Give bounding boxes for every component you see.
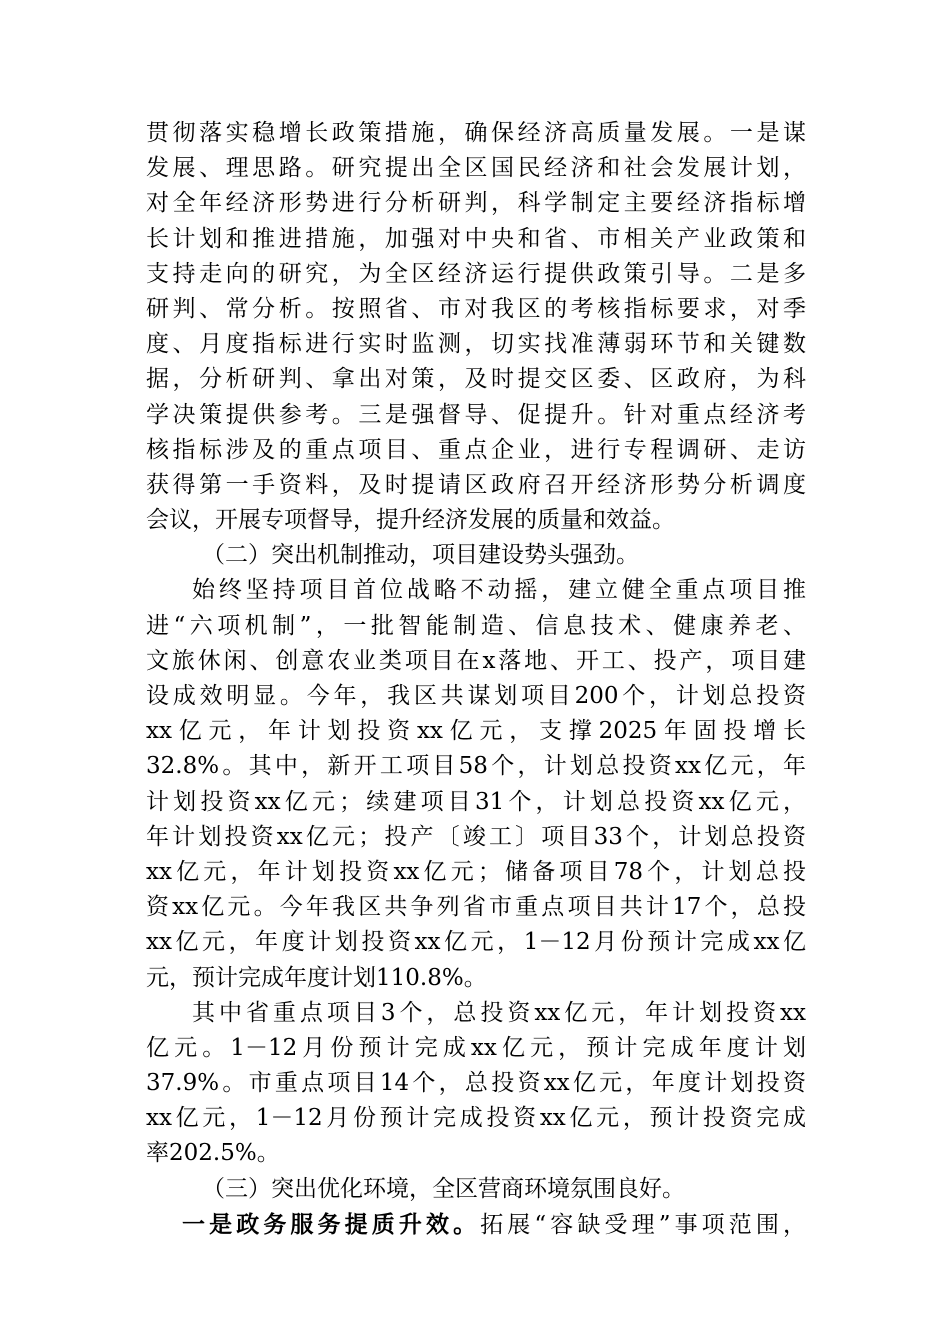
paragraph-project-construction — [146, 573, 806, 995]
text-line: 长计划和推进措施，加强对中央和省、市相关产业政策和 — [146, 225, 806, 252]
text-line: 对全年经济形势进行分析研判，科学制定主要经济指标增 — [146, 190, 806, 217]
text-line: 支持走向的研究，为全区经济运行提供政策引导。二是多 — [146, 260, 806, 287]
text-line: 37.9%。市重点项目14个，总投资xx亿元，年度计划投资 — [146, 1070, 806, 1097]
text-line: 文旅休闲、创意农业类项目在x落地、开工、投产，项目建 — [146, 647, 806, 674]
paragraph-economy-policy — [146, 116, 806, 538]
paragraph-government-services — [146, 1207, 806, 1242]
text-line: xx亿元，1－12月份预计完成投资xx亿元，预计投资完成 — [146, 1105, 806, 1132]
text-line: 始终坚持项目首位战略不动摇，建立健全重点项目推 — [192, 577, 806, 604]
text-line: 进“六项机制”，一批智能制造、信息技术、健康养老、 — [146, 612, 806, 639]
text-line: 元，预计完成年度计划110.8%。 — [146, 964, 487, 991]
lead-rest-text: 拓展“容缺受理”事项范围， — [480, 1211, 806, 1238]
text-line: 设成效明显。今年，我区共谋划项目200个，计划总投资 — [146, 683, 806, 709]
text-line: xx亿元，年度计划投资xx亿元，1－12月份预计完成xx亿 — [146, 929, 806, 956]
text-line: 度、月度指标进行实时监测，切实找准薄弱环节和关键数 — [146, 331, 806, 358]
text-line: 获得第一手资料，及时提请区政府召开经济形势分析调度 — [146, 471, 806, 498]
text-line: xx亿元，年计划投资xx亿元；储备项目78个，计划总投 — [146, 858, 806, 885]
text-line: 32.8%。其中，新开工项目58个，计划总投资xx亿元，年 — [146, 753, 806, 780]
text-line: 据，分析研判、拿出对策，及时提交区委、区政府，为科 — [146, 366, 806, 393]
document-body — [146, 116, 806, 1242]
text-line: 研判、常分析。按照省、市对我区的考核指标要求，对季 — [146, 295, 806, 322]
text-line: 发展、理思路。研究提出全区国民经济和社会发展计划， — [146, 155, 806, 182]
text-line: 核指标涉及的重点项目、重点企业，进行专程调研、走访 — [146, 436, 806, 463]
text-line: 其中省重点项目3个，总投资xx亿元，年计划投资xx — [192, 999, 806, 1026]
text-line: 贯彻落实稳增长政策措施，确保经济高质量发展。一是谋 — [146, 120, 806, 146]
text-line: xx亿元，年计划投资xx亿元，支撑2025年固投增长 — [146, 718, 806, 745]
text-line: 率202.5%。 — [146, 1140, 280, 1167]
text-line: 学决策提供参考。三是强督导、促提升。针对重点经济考 — [146, 401, 806, 428]
text-line: 计划投资xx亿元；续建项目31个，计划总投资xx亿元， — [146, 788, 806, 815]
paragraph-key-projects — [146, 996, 806, 1172]
bold-lead-text: 一是政务服务提质升效。 — [182, 1210, 481, 1238]
text-line: 会议，开展专项督导，提升经济发展的质量和效益。 — [146, 507, 675, 534]
text-line: 年计划投资xx亿元；投产〔竣工〕项目33个，计划总投资 — [146, 823, 806, 850]
text-line: 亿元。1－12月份预计完成xx亿元，预计完成年度计划 — [146, 1034, 806, 1061]
section-heading-3: （三）突出优化环境，全区营商环境氛围良好。 — [202, 1175, 685, 1202]
text-line: 资xx亿元。今年我区共争列省市重点项目共计17个，总投 — [146, 894, 806, 921]
section-heading-2: （二）突出机制推动，项目建设势头强劲。 — [202, 542, 639, 569]
